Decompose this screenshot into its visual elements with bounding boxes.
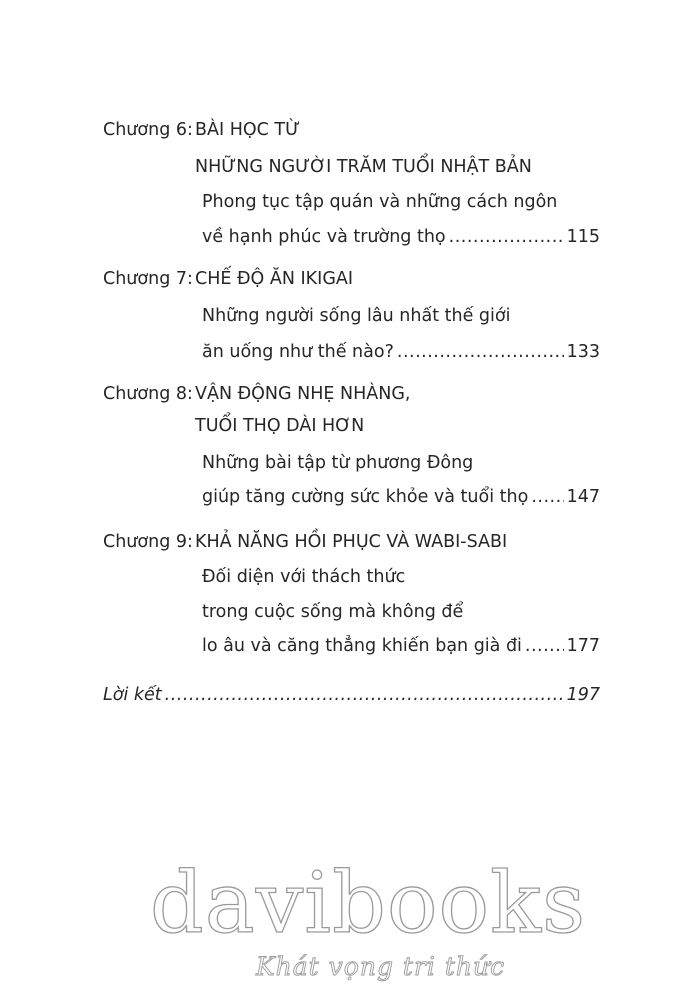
dot-leader — [449, 225, 564, 249]
chapter-6-subtitle-line-1: Phong tục tập quán và những cách ngôn — [202, 192, 558, 212]
dot-leader — [525, 634, 564, 658]
chapter-8-page: 147 — [566, 487, 600, 507]
chapter-7-page: 133 — [566, 342, 600, 362]
chapter-8-title-line-2: TUỔI THỌ DÀI HƠN — [195, 416, 365, 436]
chapter-7-heading — [103, 267, 353, 291]
dot-leader — [397, 340, 564, 364]
epilogue-page: 197 — [566, 685, 600, 705]
chapter-9-subtitle-last: lo âu và căng thẳng khiến bạn già đi — [202, 636, 522, 656]
chapter-9-heading — [103, 530, 507, 554]
dot-leader — [531, 485, 563, 509]
chapter-7-subtitle-line-1: Những người sống lâu nhất thế giới — [202, 306, 511, 326]
chapter-6-heading — [103, 118, 300, 142]
chapter-9-subtitle-line-1: Đối diện với thách thức — [202, 567, 406, 587]
chapter-6-entry — [202, 225, 600, 249]
chapter-8-title-line-1: VẬN ĐỘNG NHẸ NHÀNG, — [195, 384, 411, 404]
chapter-9-page: 177 — [566, 636, 600, 656]
chapter-9-subtitle-line-2: trong cuộc sống mà không để — [202, 602, 464, 622]
chapter-8-subtitle-last: giúp tăng cường sức khỏe và tuổi thọ — [202, 487, 529, 507]
chapter-8-subtitle-line-1: Những bài tập từ phương Đông — [202, 453, 474, 473]
chapter-6-subtitle-last: về hạnh phúc và trường thọ — [202, 227, 446, 247]
epilogue-entry — [103, 683, 600, 707]
chapter-8-entry — [202, 485, 600, 509]
watermark-logo: davibooks — [150, 854, 587, 952]
epilogue-label: Lời kết — [103, 685, 162, 705]
dot-leader — [165, 683, 564, 707]
chapter-7-title-line-1: CHẾ ĐỘ ĂN IKIGAI — [195, 269, 354, 289]
watermark-tagline: Khát vọng tri thức — [256, 952, 506, 981]
chapter-9-entry — [202, 634, 600, 658]
chapter-9-title-line-1: KHẢ NĂNG HỒI PHỤC VÀ WABI-SABI — [195, 532, 508, 552]
chapter-6-page: 115 — [566, 227, 600, 247]
chapter-6-title-line-1: BÀI HỌC TỪ — [195, 120, 301, 140]
chapter-9-label: Chương 9: — [103, 532, 193, 552]
chapter-6-label: Chương 6: — [103, 120, 193, 140]
chapter-7-entry — [202, 340, 600, 364]
chapter-8-label: Chương 8: — [103, 384, 193, 404]
chapter-8-heading — [103, 382, 410, 406]
chapter-6-title-line-2: NHỮNG NGƯỜI TRĂM TUỔI NHẬT BẢN — [195, 157, 532, 177]
chapter-7-label: Chương 7: — [103, 269, 193, 289]
chapter-7-subtitle-last: ăn uống như thế nào? — [202, 342, 394, 362]
